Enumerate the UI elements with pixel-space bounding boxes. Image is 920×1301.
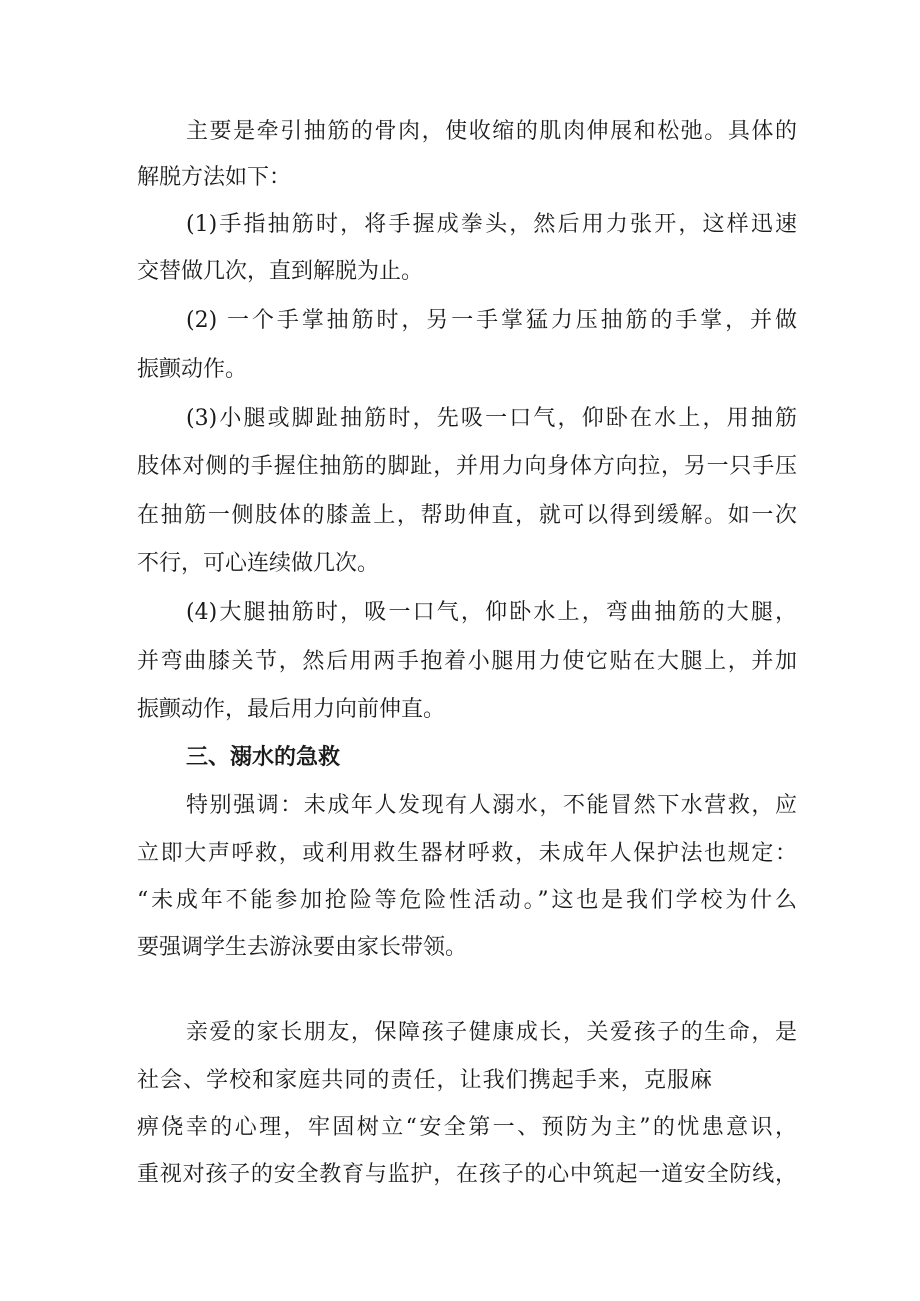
- text-line: 要强调学生去游泳要由家长带领。: [137, 935, 468, 960]
- text-line: 社会、学校和家庭共同的责任，让我们携起手来，克服麻: [137, 1068, 712, 1093]
- text-line: 重视对孩子的安全教育与监护，在孩子的心中筑起一道安全防线，: [137, 1162, 797, 1187]
- text-line: 不行，可心连续做几次。: [137, 551, 380, 576]
- text-line: 亲爱的家长朋友，保障孩子健康成长，关爱孩子的生命，是: [186, 1020, 797, 1045]
- text-line: 立即大声呼救，或利用救生器材呼救，未成年人保护法也规定：: [137, 841, 797, 866]
- text-line: 振颤动作，最后用力向前伸直。: [137, 697, 446, 722]
- text-line: 振颤动作。: [137, 357, 248, 382]
- text-line: (2) 一个手掌抽筋时，另一手掌猛力压抽筋的手掌，并做: [186, 308, 797, 333]
- text-line: 在抽筋一侧肢体的膝盖上，帮助伸直，就可以得到缓解。如一次: [137, 503, 797, 528]
- text-line: (4)大腿抽筋时，吸一口气，仰卧水上，弯曲抽筋的大腿，: [186, 600, 797, 625]
- text-line: (1)手指抽筋时，将手握成拳头，然后用力张开，这样迅速: [186, 212, 797, 237]
- text-line: 特别强调：未成年人发现有人溺水，不能冒然下水营救，应: [186, 793, 797, 818]
- text-line: (3)小腿或脚趾抽筋时，先吸一口气，仰卧在水上，用抽筋: [186, 406, 797, 431]
- text-line: 并弯曲膝关节，然后用两手抱着小腿用力使它贴在大腿上，并加: [137, 649, 797, 674]
- text-line: 交替做几次，直到解脱为止。: [137, 259, 424, 284]
- text-line: 痹侥幸的心理，牢固树立“安全第一、预防为主”的忧患意识，: [137, 1115, 797, 1140]
- text-line: 肢体对侧的手握住抽筋的脚趾，并用力向身体方向拉，另一只手压: [137, 454, 797, 479]
- text-line: 解脱方法如下：: [137, 165, 292, 190]
- section-heading: 三、溺水的急救: [186, 745, 341, 770]
- text-line: “未成年不能参加抢险等危险性活动。”这也是我们学校为什么: [137, 888, 797, 913]
- text-line: 主要是牵引抽筋的骨肉，使收缩的肌肉伸展和松弛。具体的: [186, 119, 797, 144]
